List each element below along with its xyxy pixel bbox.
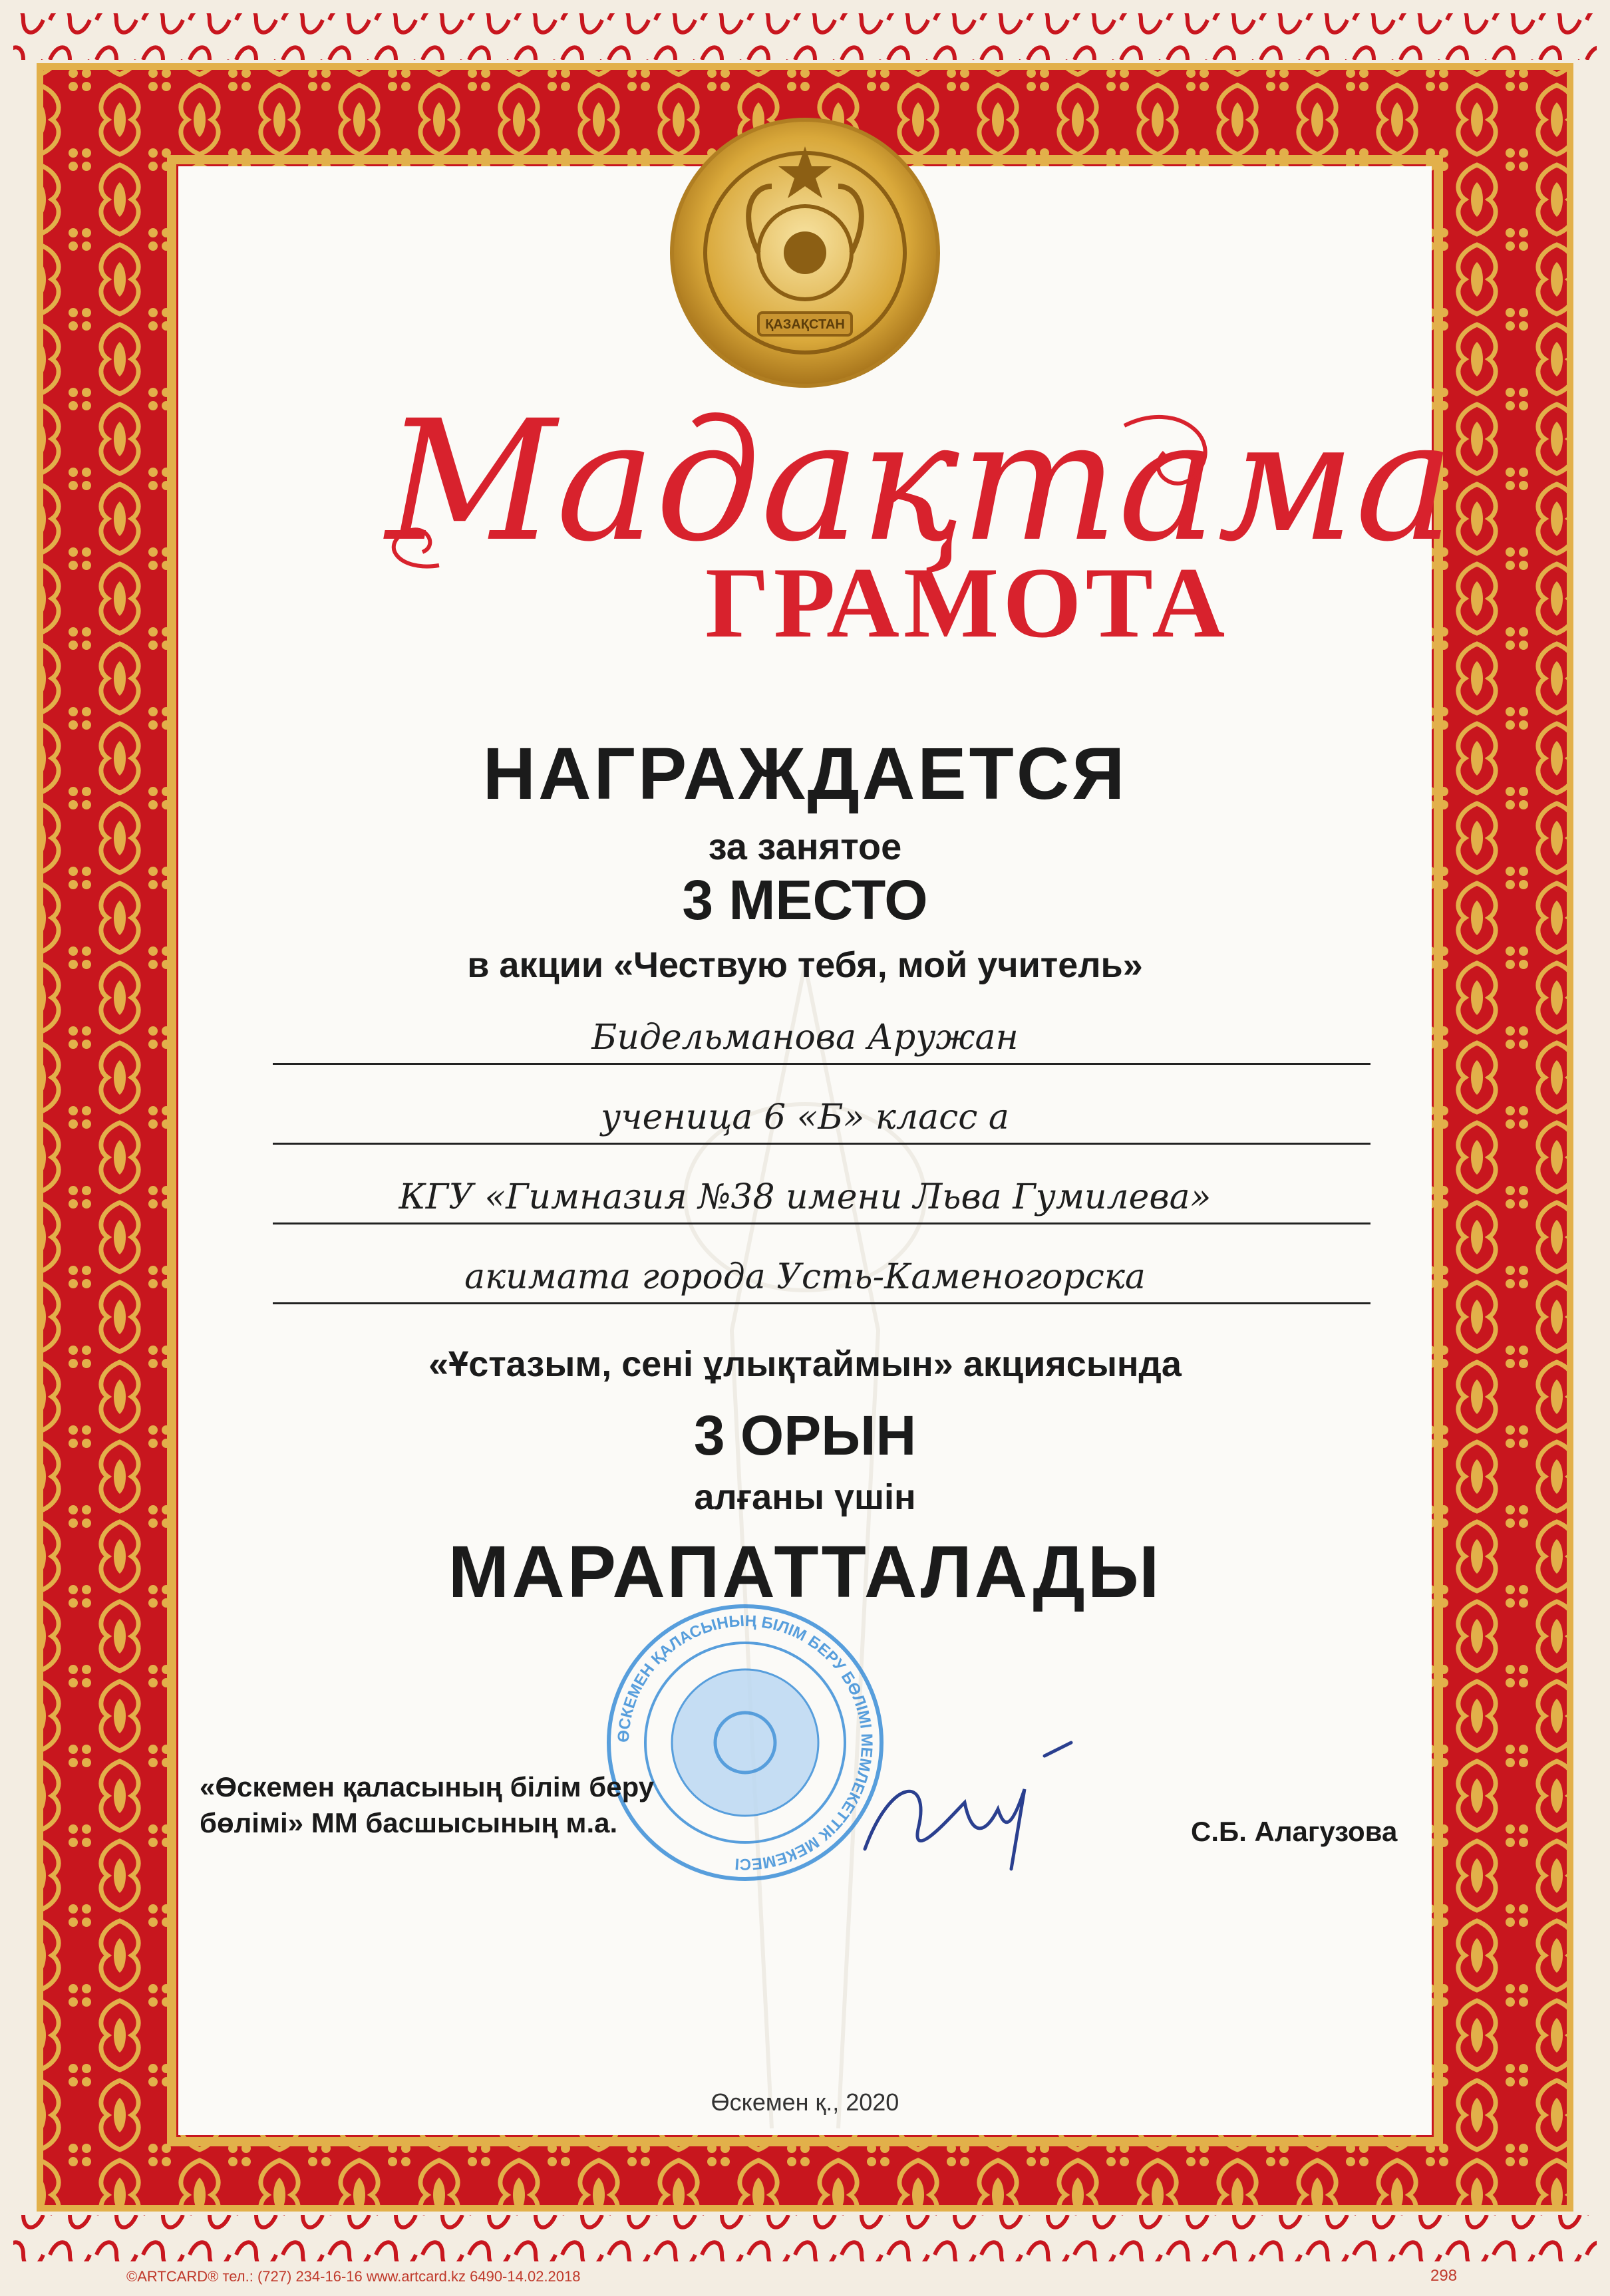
place-kz: 3 ОРЫН bbox=[693, 1404, 917, 1467]
emblem-label: ҚАЗАҚСТАН bbox=[765, 317, 845, 332]
place-ru: 3 МЕСТО bbox=[682, 869, 928, 931]
handwritten-signature bbox=[852, 1736, 1091, 1889]
for-kz: алғаны үшін bbox=[694, 1477, 916, 1517]
official-stamp bbox=[599, 1596, 891, 1889]
heading-marapattalady: МАРАПАТТАЛАДЫ bbox=[448, 1531, 1162, 1613]
underline bbox=[273, 1222, 1370, 1224]
signatory-position-line2: бөлімі» ММ басшысының м.а. bbox=[200, 1807, 618, 1838]
signatory-name: С.Б. Алагузова bbox=[1191, 1816, 1398, 1847]
recipient-grade: ученица 6 «Б» класс а bbox=[601, 1097, 1009, 1137]
underline bbox=[273, 1063, 1370, 1065]
kazakhstan-emblem bbox=[665, 113, 945, 392]
recipient-school: КГУ «Гимназия №38 имени Льва Гумилева» bbox=[399, 1177, 1211, 1217]
action-ru: в акции «Чествую тебя, мой учитель» bbox=[467, 945, 1143, 985]
page-number: 298 bbox=[1430, 2267, 1458, 2285]
title-gramota: ГРАМОТА bbox=[705, 547, 1229, 658]
heading-nagrazhdaetsya: НАГРАЖДАЕТСЯ bbox=[482, 733, 1128, 815]
stamp-text: ӨСКЕМЕН ҚАЛАСЫНЫҢ БІЛІМ БЕРУ БӨЛІМІ МЕМЛЕКЕТТІК МЕКЕМЕСІ bbox=[614, 1612, 876, 1874]
recipient-name: Бидельманова Аружан bbox=[591, 1018, 1019, 1058]
action-kz: «Ұстазым, сені ұлықтаймын» акциясында bbox=[428, 1344, 1182, 1384]
underline bbox=[273, 1143, 1370, 1145]
title-kz: Мадақтама bbox=[386, 384, 1455, 578]
underline bbox=[273, 1302, 1370, 1304]
place-date: Өскемен қ., 2020 bbox=[711, 2088, 899, 2116]
signatory-position-line1: «Өскемен қаласының білім беру bbox=[200, 1771, 655, 1802]
line-za-zanyatoe: за занятое bbox=[708, 825, 902, 867]
signatory-position bbox=[200, 1769, 654, 1841]
printer-info: ©ARTCARD® тел.: (727) 234-16-16 www.artcard.kz 6490-14.02.2018 bbox=[126, 2268, 581, 2285]
recipient-akimat: акимата города Усть-Каменогорска bbox=[464, 1257, 1146, 1297]
